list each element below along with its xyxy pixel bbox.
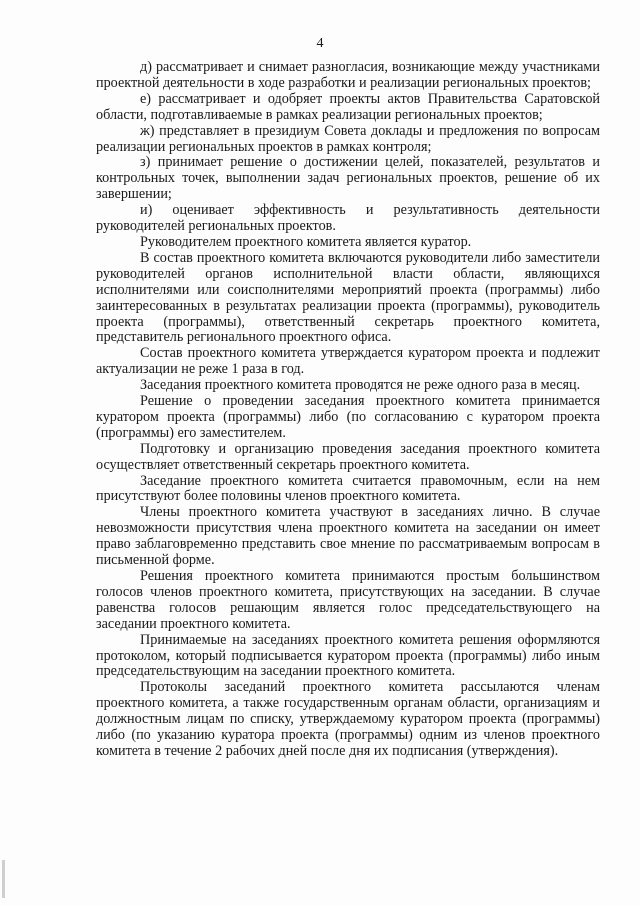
paragraph-committee-composition: В состав проектного комитета включаются руководители либо заместители руководителей органов исполнительной власти области, являющихся исполнителями или соисполнителями мероприятий проекта (программы) либо заинтересованных в результатах реализации проекта (программы), руководитель проекта (программы), ответственный секретарь проектного комитета, представитель регионального проектного офиса. [96,249,600,346]
paragraph-item-zh: ж) представляет в президиум Совета доклады и предложения по вопросам реализации региональных проектов в рамках контроля; [96,122,600,155]
page-number: 4 [316,36,324,51]
paragraph-meeting-frequency: Заседания проектного комитета проводятся не реже одного раза в месяц. [140,377,581,394]
paragraph-committee-head: Руководителем проектного комитета является куратор. [140,233,472,250]
paragraph-protocol-distribution: Протоколы заседаний проектного комитета рассылаются членам проектного комитета, а также государственным органам области, организациям и должностным лицам по списку, утверждаемому куратором проекта (программы) либо (по указанию куратора проекта (программы) одним из членов проектного комитета в течение 2 рабочих дней после дня их подписания (утверждения). [96,679,600,759]
paragraph-item-i: и) оценивает эффективность и результативность деятельности руководителей региональных проектов. [96,202,600,235]
paragraph-voting: Решения проектного комитета принимаются простым большинством голосов членов проектного комитета, присутствующих на заседании. В случае равенства голосов решающим является голос председательствующего на заседании проектного комитета. [96,568,600,632]
scan-edge-mark [2,860,5,898]
paragraph-item-d: д) рассматривает и снимает разногласия, возникающие между участниками проектной деятельности в ходе разработки и реализации региональных проектов; [96,59,600,91]
paragraph-member-participation: Члены проектного комитета участвуют в заседаниях лично. В случае невозможности присутствия члена проектного комитета на заседании он имеет право заблаговременно представить свое мнение по рассматриваемым вопросам в письменной форме. [96,504,600,569]
paragraph-meeting-decision: Решение о проведении заседания проектного комитета принимается куратором проекта (программы) либо (по согласованию с куратором проекта (программы) его заместителем. [96,393,600,441]
paragraph-protocol: Принимаемые на заседаниях проектного комитета решения оформляются протоколом, который подписывается куратором проекта (программы) либо иным председательствующим на заседании проектного комитета. [96,631,600,680]
paragraph-item-e: е) рассматривает и одобряет проекты актов Правительства Саратовской области, подготавливаемые в рамках реализации региональных проектов; [96,90,600,123]
paragraph-quorum: Заседание проектного комитета считается правомочным, если на нем присутствуют более половины членов проектного комитета. [96,472,600,505]
paragraph-meeting-preparation: Подготовку и организацию проведения заседания проектного комитета осуществляет ответственный секретарь проектного комитета. [96,440,600,473]
paragraph-composition-approval: Состав проектного комитета утверждается куратором проекта и подлежит актуализации не реже 1 раза в год. [96,345,600,378]
paragraph-item-z: з) принимает решение о достижении целей, показателей, результатов и контрольных точек, выполнении задач региональных проектов, решение об их завершении; [96,154,600,203]
document-body [96,60,600,760]
